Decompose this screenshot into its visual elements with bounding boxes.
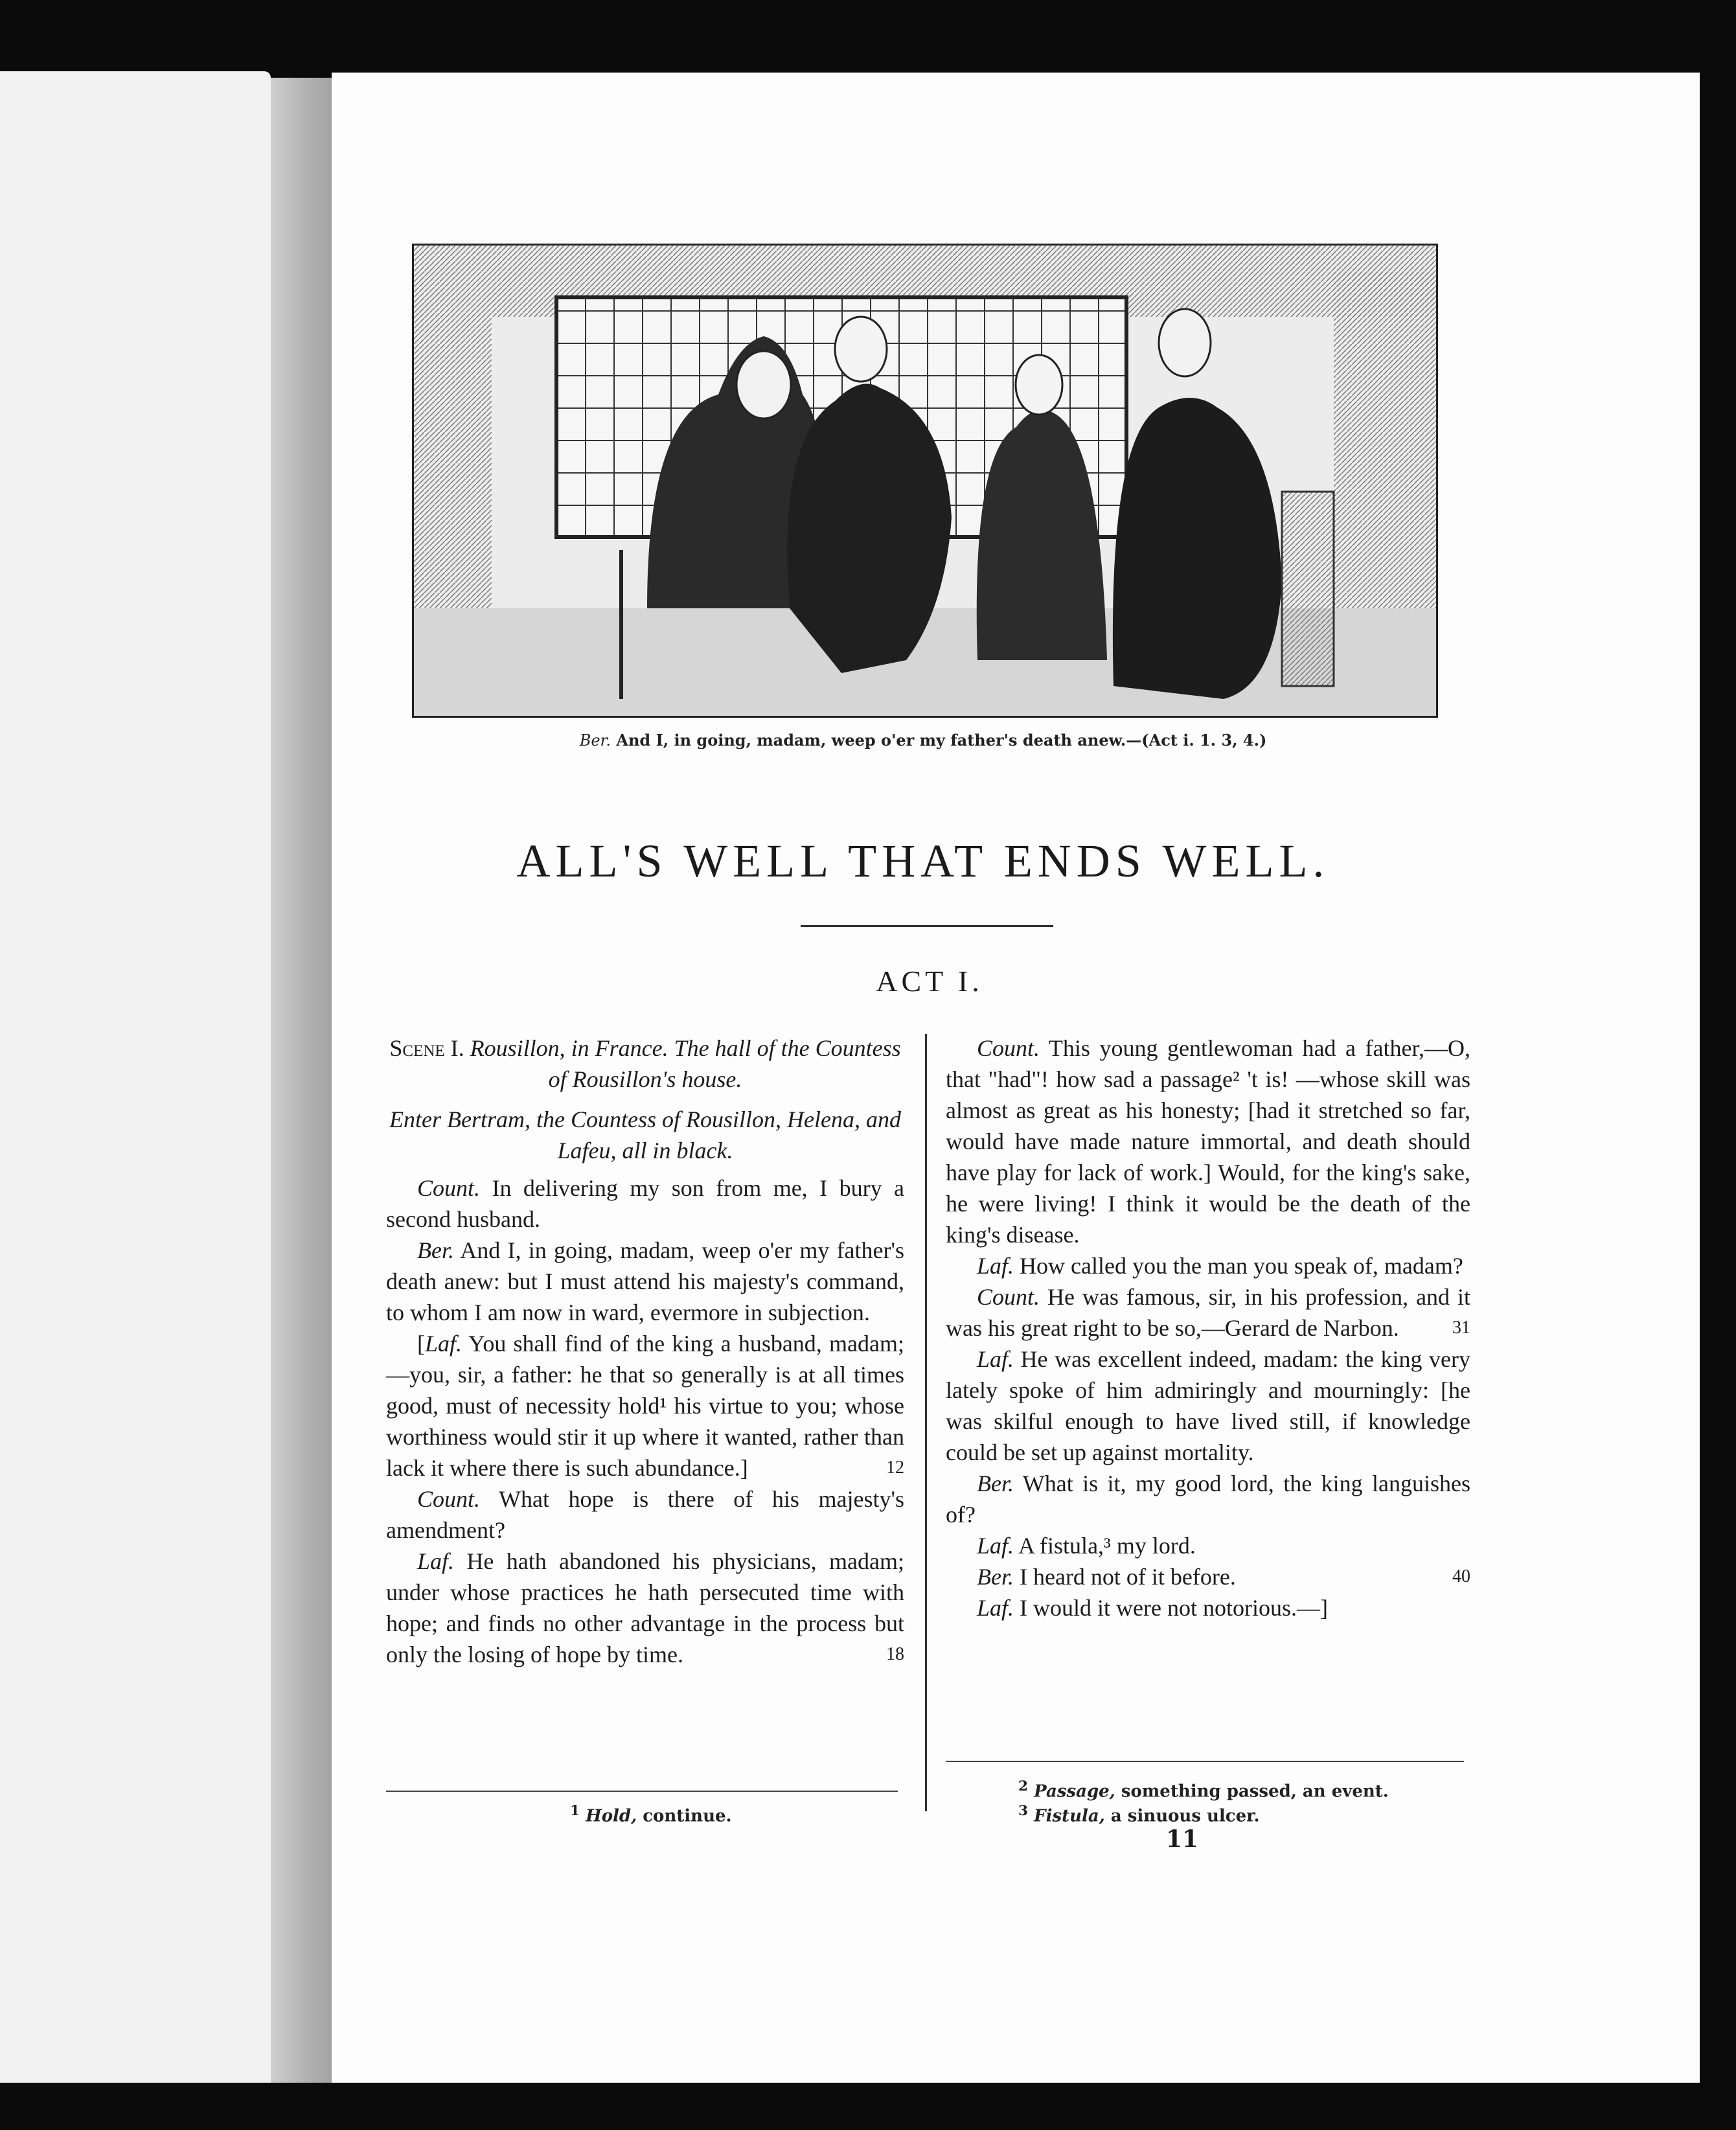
speech bbox=[946, 1530, 1470, 1561]
speech bbox=[946, 1281, 1470, 1344]
speech-text: You shall find of the king a husband, madam;—you, sir, a father: he that so generally is at all times good, must of necessity hold¹ his virtue to you; whose worthiness would stir it up where it wanted, rather than lack it where there is such abundance. bbox=[386, 1331, 904, 1481]
engraving-illustration bbox=[412, 244, 1438, 718]
speech-text: What is it, my good lord, the king languishes of? bbox=[946, 1471, 1470, 1528]
footnote bbox=[570, 1800, 732, 1828]
footnote-rule-left bbox=[386, 1791, 898, 1792]
left-text-column bbox=[386, 1033, 904, 1670]
speech bbox=[386, 1235, 904, 1328]
speaker: Laf. bbox=[977, 1595, 1014, 1621]
bracket-open: [ bbox=[417, 1331, 425, 1357]
speech-text: I would it were not notorious.—] bbox=[1020, 1595, 1328, 1621]
footnote-term: Hold, bbox=[586, 1806, 637, 1826]
bracket-close: ] bbox=[740, 1455, 748, 1481]
scene-heading bbox=[386, 1033, 904, 1095]
speaker: Laf. bbox=[417, 1548, 455, 1574]
illustration-caption bbox=[412, 731, 1434, 750]
speaker: Laf. bbox=[977, 1533, 1014, 1559]
speech-text: And I, in going, madam, weep o'er my father's death anew: but I must attend his majesty's command, to whom I am now in ward, evermore in subjection. bbox=[386, 1237, 905, 1325]
speech bbox=[946, 1250, 1470, 1281]
scene-setting: Rousillon, in France. The hall of the Countess of Rousillon's house. bbox=[470, 1035, 901, 1092]
speech-text: A fistula,³ my lord. bbox=[1018, 1533, 1196, 1559]
speech-text: What hope is there of his majesty's amendment? bbox=[386, 1486, 904, 1543]
speaker: Count. bbox=[977, 1284, 1040, 1310]
page-number: 11 bbox=[1166, 1826, 1199, 1853]
entry-text: Enter Bertram, the Countess of Rousillon, Helena, and Lafeu, all in black. bbox=[389, 1106, 901, 1163]
column-divider bbox=[925, 1034, 927, 1811]
speech bbox=[386, 1173, 904, 1235]
speech bbox=[946, 1592, 1470, 1623]
footnote-term: Fistula, bbox=[1034, 1806, 1105, 1826]
footnote-term: Passage, bbox=[1034, 1781, 1115, 1802]
speech-text: This young gentlewoman had a father,—O, that "had"! how sad a passage² 't is! —whose skill was almost as great as his honesty; [had it stretched so far, would have made nature immortal, and death should have play for lack of work.] Would, for the king's sake, he were living! I think it would be the death of the king's disease. bbox=[946, 1035, 1470, 1248]
speaker: Laf. bbox=[977, 1346, 1014, 1372]
right-text-column bbox=[946, 1033, 1470, 1623]
footnote-rule-right bbox=[946, 1761, 1464, 1762]
speech-text: He was famous, sir, in his profession, and it was his great right to be so,—Gerard de Narbon. bbox=[946, 1284, 1470, 1341]
speech bbox=[946, 1344, 1470, 1468]
play-title: ALL'S WELL THAT ENDS WELL. bbox=[516, 835, 1330, 887]
footnote bbox=[1018, 1800, 1260, 1828]
scan-border bbox=[0, 2083, 1736, 2130]
speaker: Count. bbox=[977, 1035, 1040, 1061]
scene-label: Scene I. bbox=[389, 1035, 464, 1061]
speech-text: I heard not of it before. bbox=[1020, 1564, 1236, 1590]
line-number: 12 bbox=[886, 1458, 904, 1478]
speaker: Ber. bbox=[977, 1471, 1014, 1496]
speaker: Ber. bbox=[417, 1237, 454, 1263]
speaker: Ber. bbox=[977, 1564, 1014, 1590]
illustration-drawing bbox=[414, 246, 1436, 716]
act-heading: ACT I. bbox=[876, 965, 983, 998]
speech bbox=[386, 1546, 904, 1670]
speaker: Count. bbox=[417, 1486, 481, 1512]
speaker: Laf. bbox=[977, 1253, 1014, 1279]
caption-text: And I, in going, madam, weep o'er my father's death anew.—(Act i. 1. 3, 4.) bbox=[616, 731, 1267, 750]
footnote-gloss: something passed, an event. bbox=[1121, 1781, 1389, 1802]
footnote-number: 1 bbox=[570, 1803, 580, 1819]
stage-direction-entry bbox=[386, 1104, 904, 1166]
speech-text: He was excellent indeed, madam: the king very lately spoke of him admiringly and mourningly: [he was skilful enough to have lived still, if knowledge could be set up against mortality. bbox=[946, 1346, 1470, 1465]
footnote-gloss: continue. bbox=[643, 1806, 732, 1826]
speech bbox=[946, 1561, 1470, 1592]
speaker: Count. bbox=[417, 1175, 481, 1201]
line-number: 31 bbox=[1452, 1318, 1470, 1338]
speech-text: How called you the man you speak of, madam? bbox=[1020, 1253, 1463, 1279]
left-page bbox=[0, 71, 271, 2092]
speech bbox=[386, 1328, 904, 1483]
footnote-gloss: a sinuous ulcer. bbox=[1110, 1806, 1260, 1826]
speech bbox=[946, 1468, 1470, 1530]
line-number: 40 bbox=[1452, 1566, 1470, 1586]
speaker: Laf. bbox=[425, 1331, 463, 1357]
speech-text: In delivering my son from me, I bury a second husband. bbox=[386, 1175, 905, 1232]
speech-text: He hath abandoned his physicians, madam; under whose practices he hath persecuted time with hope; and finds no other advantage in the process but only the losing of hope by time. bbox=[386, 1548, 904, 1667]
speech bbox=[946, 1033, 1470, 1250]
caption-speaker: Ber. bbox=[579, 731, 611, 750]
speech bbox=[386, 1483, 904, 1546]
footnote-number: 2 bbox=[1018, 1778, 1029, 1794]
title-rule bbox=[801, 925, 1053, 927]
footnote-number: 3 bbox=[1018, 1803, 1029, 1819]
line-number: 18 bbox=[886, 1644, 904, 1664]
